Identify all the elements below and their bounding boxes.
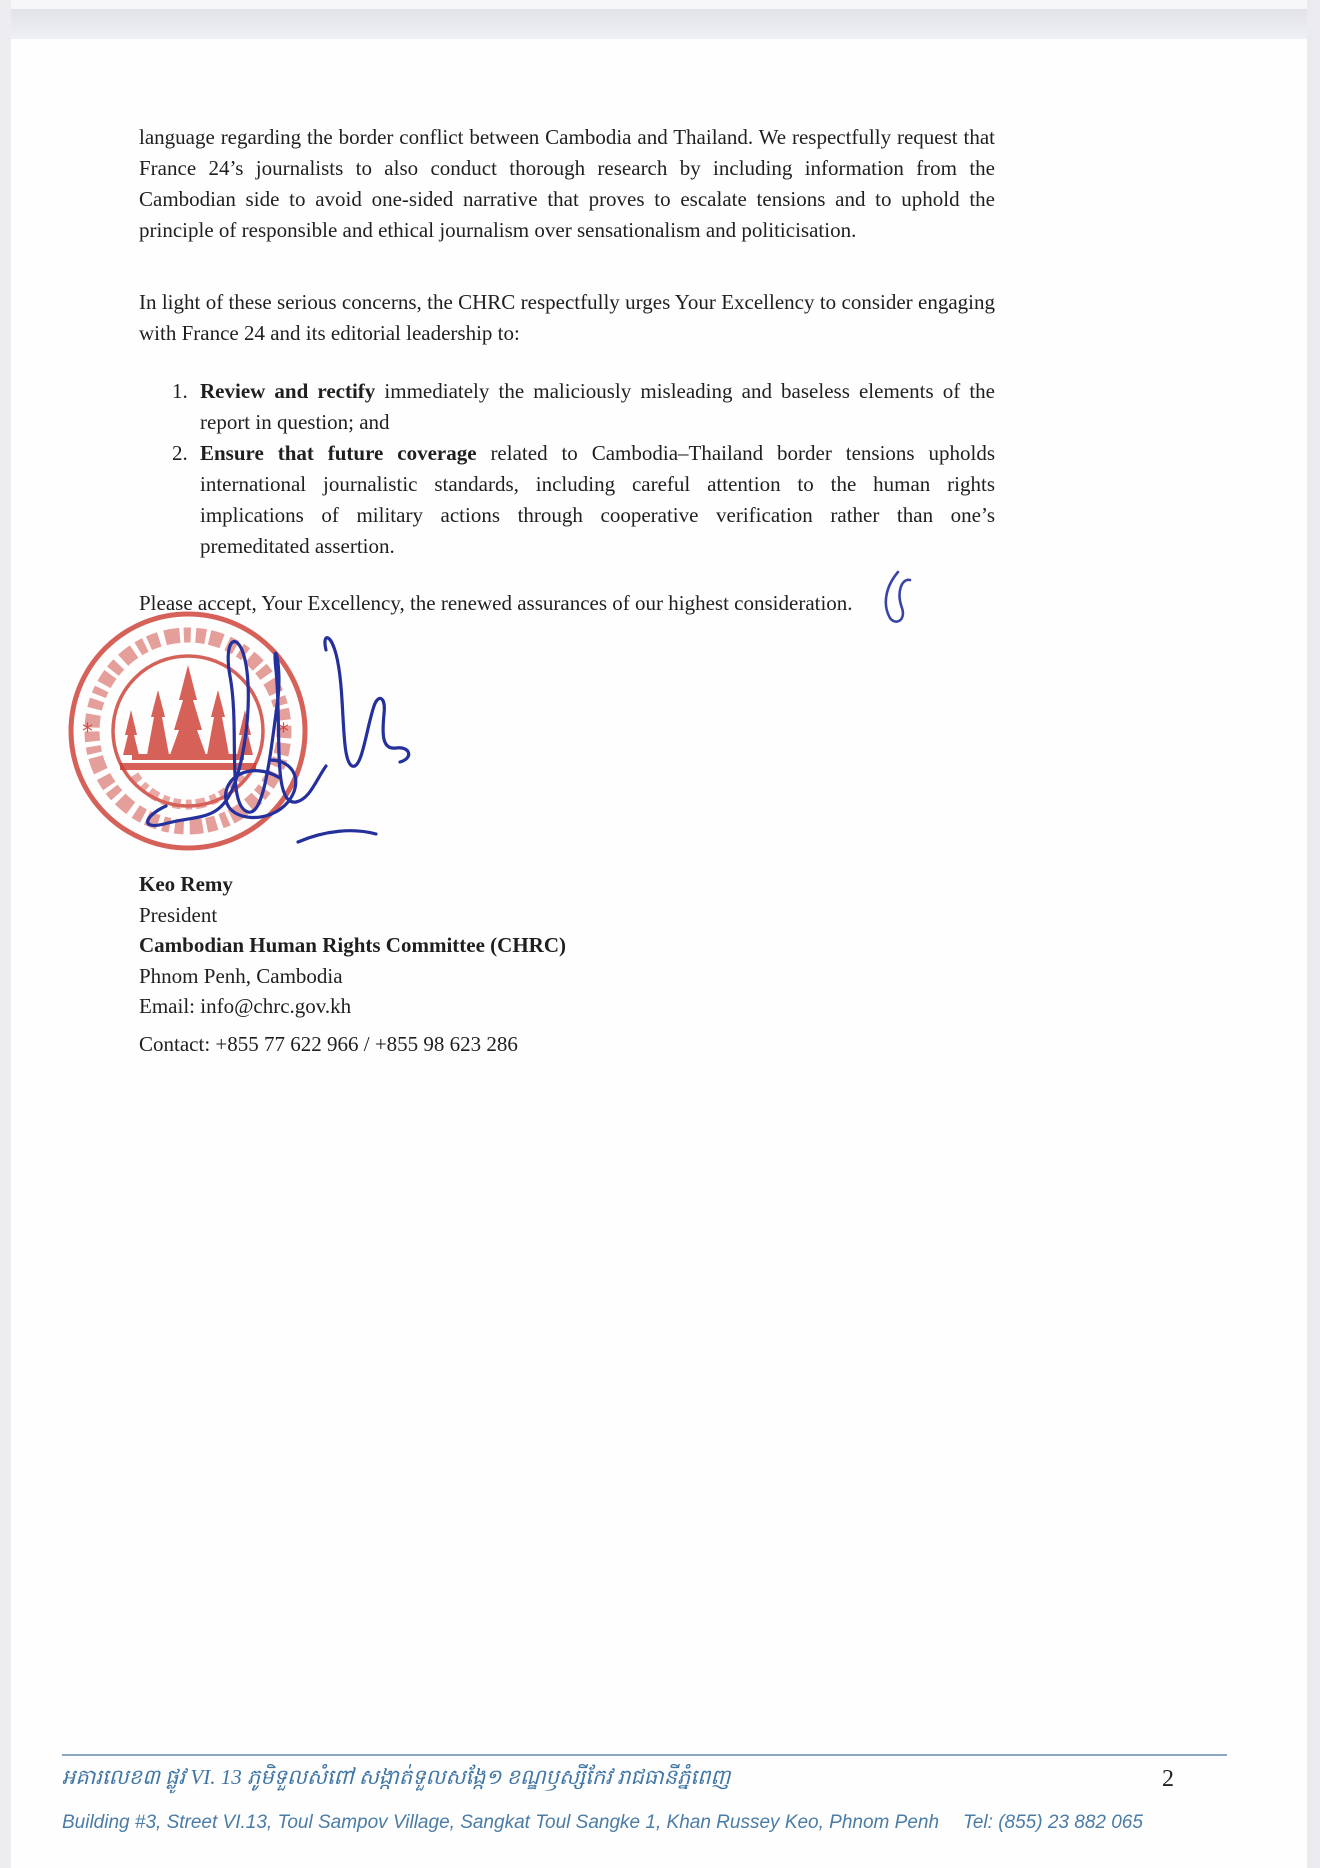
handwritten-signature [130,610,440,862]
signer-title: President [139,902,218,927]
list-item [172,376,995,438]
scan-left-edge [0,0,11,1868]
paragraph-border-conflict: language regarding the border conflict between Cambodia and Thailand. We respectfully request that France 24’s journalists to also conduct thorough research by including information from the Cambodian side to avoid one-sided narrative that proves to escalate tensions and to uphold the principle of responsible and ethical journalism over sensationalism and politicisation. [139,125,995,242]
page-top-margin [0,0,1320,9]
footer-telephone: Tel: (855) 23 882 065 [963,1812,1143,1833]
signer-contact: Contact: +855 77 622 966 / +855 98 623 286 [139,1031,518,1056]
list-item-text [200,376,995,438]
demands-list [172,376,995,562]
signature-block [139,869,566,1059]
signer-email: Email: info@chrc.gov.kh [139,994,352,1018]
svg-text:*: * [278,720,289,745]
list-item-lead: Ensure that future coverage [200,441,477,465]
list-number: 1. [172,379,188,403]
list-item-rest: immediately the maliciously misleading and baseless elements of the report in question; and [200,379,995,434]
paragraph-urge-engagement: In light of these serious concerns, the CHRC respectfully urges Your Excellency to consider engaging with France 24 and its editorial leadership to: [139,290,995,345]
svg-text:*: * [82,720,93,745]
list-number: 2. [172,441,188,465]
page-number: 2 [1162,1766,1174,1792]
signer-organization: Cambodian Human Rights Committee (CHRC) [139,933,566,957]
scan-right-edge [1307,0,1320,1868]
signer-location: Phnom Penh, Cambodia [139,963,343,988]
footer-khmer-address: អគារលេខ៣ ផ្លូវ VI. 13 ភូមិទួលសំពៅ សង្កាត់ទួលសង្កែ១ ខណ្ឌឫស្សីកែវ រាជធានីភ្នំពេញ [62,1765,731,1789]
list-item-lead: Review and rectify [200,379,376,403]
signer-name: Keo Remy [139,872,233,896]
list-item [172,438,995,562]
list-item-rest: related to Cambodia–Thailand border tensions upholds international journalistic standards, including careful attention to the human rights implications of military actions through cooperative verification rather than one’s premeditated assertion. [200,441,995,558]
closing-sentence: Please accept, Your Excellency, the renewed assurances of our highest consideration. [139,591,853,615]
scan-top-band [0,9,1320,39]
footer-english-address: Building #3, Street VI.13, Toul Sampov Village, Sangkat Toul Sangke 1, Khan Russey Keo, Phnom Penh [62,1812,940,1833]
pen-flourish-mark [874,566,920,628]
footer-divider [62,1754,1227,1756]
list-item-text [200,438,995,562]
